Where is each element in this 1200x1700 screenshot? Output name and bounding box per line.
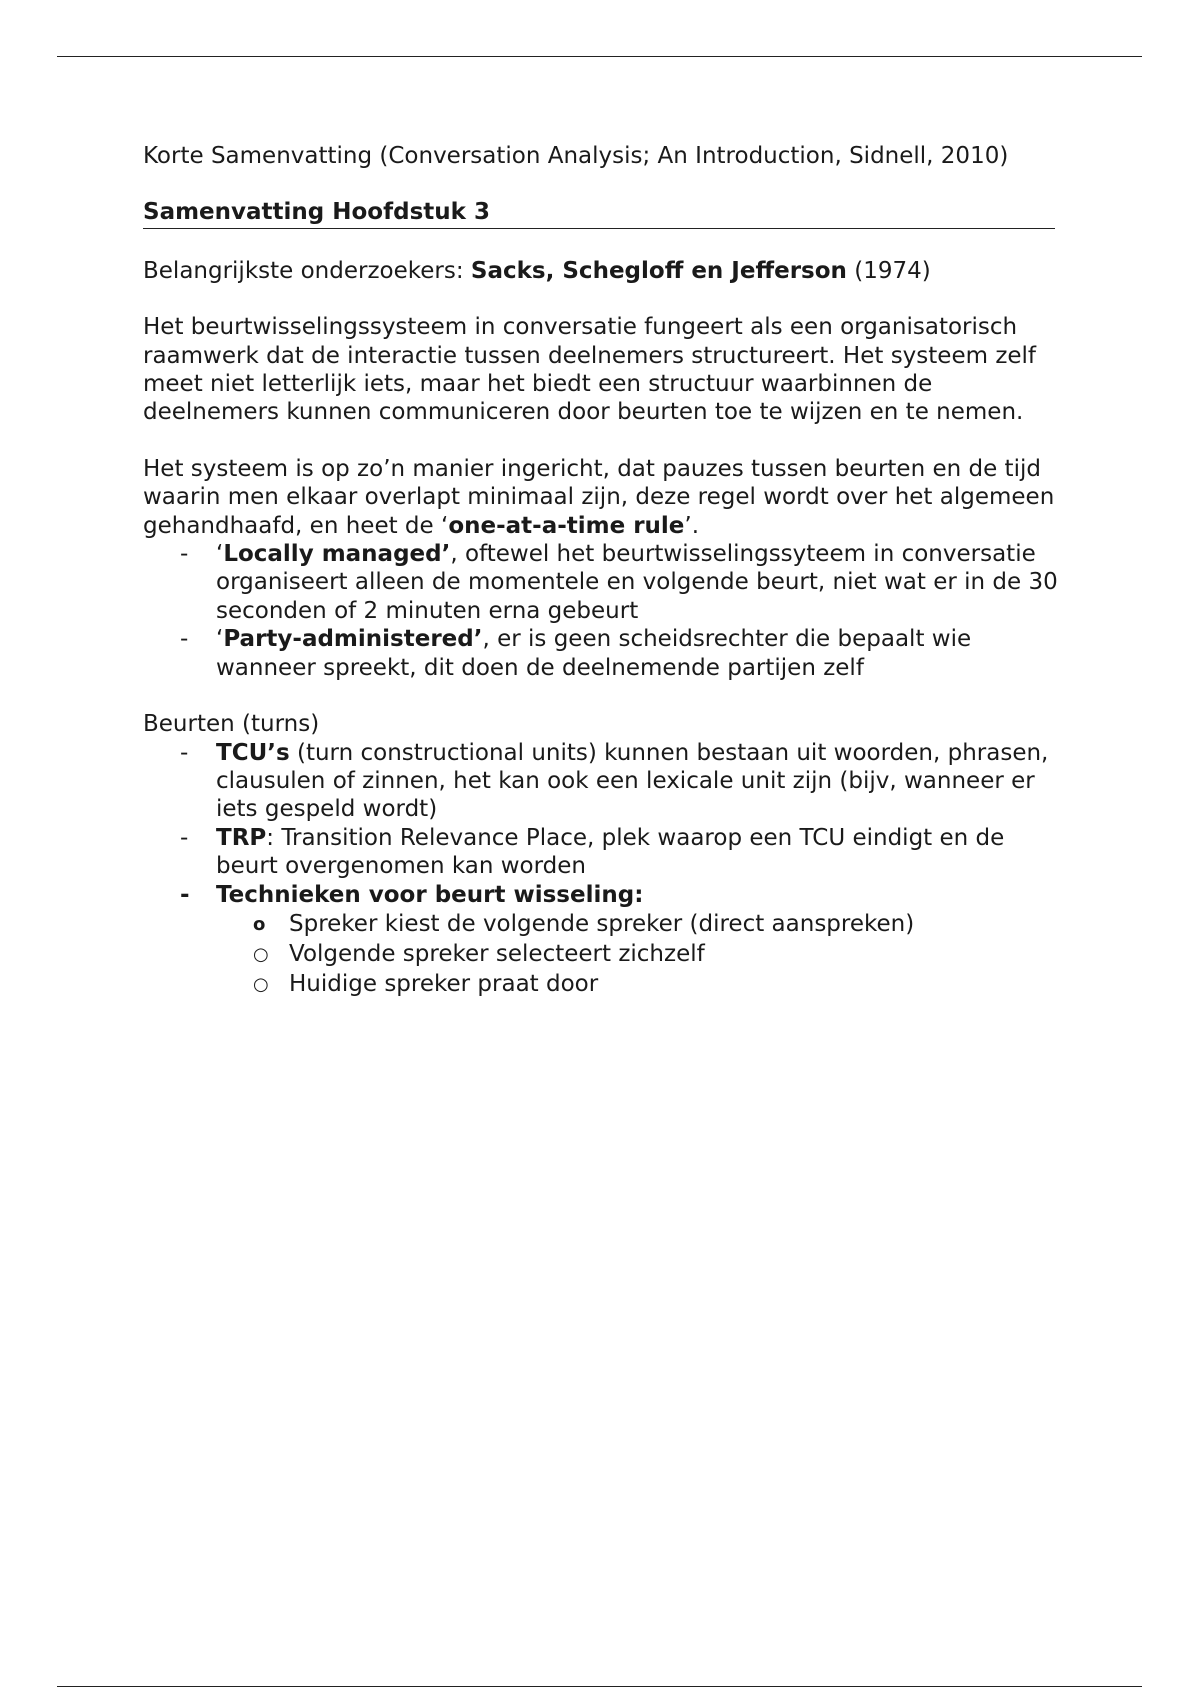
list-item-technique-3 bbox=[216, 969, 1063, 999]
researchers-year: (1974) bbox=[846, 257, 931, 284]
dash-bullet: - bbox=[180, 739, 189, 766]
turns-list bbox=[143, 739, 1063, 999]
party-administered-text: , er is geen scheidsrechter die bepaalt wie wanneer spreekt, dit doen de deelnemende partijen zelf bbox=[216, 626, 972, 681]
paragraph-one-at-a-time-text: Het systeem is op zo’n manier ingericht, dat pauzes tussen beurten en de tijd waarin men elkaar overlapt minimaal zijn, deze regel wordt over het algemeen gehandhaafd, en heet de ‘ bbox=[143, 455, 1055, 539]
features-list bbox=[143, 540, 1063, 682]
circle-bullet: o bbox=[253, 913, 266, 935]
party-administered-term: Party-administered’ bbox=[223, 626, 483, 653]
dash-bullet: - bbox=[180, 626, 189, 653]
list-item-locally-managed bbox=[143, 540, 1063, 625]
technique-text: Spreker kiest de volgende spreker (direct aanspreken) bbox=[289, 910, 915, 937]
techniques-sublist bbox=[216, 909, 1063, 999]
paragraph-one-at-a-time-end: ’. bbox=[684, 512, 700, 539]
open-quote: ‘ bbox=[216, 626, 224, 653]
list-item-tcu bbox=[143, 739, 1063, 824]
list-item-party-administered bbox=[143, 625, 1063, 682]
header-rule bbox=[57, 56, 1142, 57]
dash-bullet: - bbox=[180, 881, 190, 908]
list-item-technique-2 bbox=[216, 939, 1063, 969]
locally-managed-term: Locally managed’ bbox=[223, 541, 451, 568]
technique-text: Huidige spreker praat door bbox=[289, 970, 599, 997]
chapter-heading: Samenvatting Hoofdstuk 3 bbox=[143, 198, 1055, 228]
paragraph-one-at-a-time bbox=[143, 455, 1063, 540]
dash-bullet: - bbox=[180, 541, 189, 568]
techniques-term: Technieken voor beurt wisseling: bbox=[216, 881, 644, 908]
turns-heading: Beurten (turns) bbox=[143, 711, 320, 738]
technique-text: Volgende spreker selecteert zichzelf bbox=[289, 940, 705, 967]
footer-rule bbox=[57, 1686, 1142, 1687]
document-subtitle: Korte Samenvatting (Conversation Analysis; An Introduction, Sidnell, 2010) bbox=[143, 143, 1009, 169]
locally-managed-text: , oftewel het beurtwisselingssyteem in conversatie organiseert alleen de momentele en volgende beurt, niet wat er in de 30 seconden of 2 minuten erna gebeurt bbox=[216, 541, 1058, 624]
researchers-line bbox=[143, 257, 1063, 285]
list-item-techniques bbox=[143, 881, 1063, 999]
researchers-names: Sacks, Schegloff en Jefferson bbox=[470, 257, 847, 284]
tcu-text: (turn constructional units) kunnen bestaan uit woorden, phrasen, clausulen of zinnen, het kan ook een lexicale unit zijn (bijv, wanneer er iets gespeld wordt) bbox=[216, 739, 1049, 823]
open-quote: ‘ bbox=[216, 541, 224, 568]
tcu-term: TCU’s bbox=[216, 739, 290, 766]
trp-term: TRP bbox=[216, 824, 267, 851]
dash-bullet: - bbox=[180, 824, 189, 851]
document-body bbox=[143, 142, 1063, 999]
list-item-trp bbox=[143, 824, 1063, 881]
circle-bullet: ○ bbox=[253, 973, 269, 995]
list-item-technique-1 bbox=[216, 909, 1063, 939]
paragraph-turn-taking-system: Het beurtwisselingssysteem in conversatie fungeert als een organisatorisch raamwerk dat de interactie tussen deelnemers structureert. Het systeem zelf meet niet letterlijk iets, maar het biedt een structuur waarbinnen de deelnemers kunnen communiceren door beurten toe te wijzen en te nemen. bbox=[143, 314, 1037, 426]
circle-bullet: ○ bbox=[253, 943, 269, 965]
one-at-a-time-rule-term: one-at-a-time rule bbox=[448, 512, 685, 539]
trp-text: : Transition Relevance Place, plek waarop een TCU eindigt en de beurt overgenomen kan worden bbox=[216, 824, 1005, 880]
researchers-label: Belangrijkste onderzoekers: bbox=[143, 257, 471, 284]
